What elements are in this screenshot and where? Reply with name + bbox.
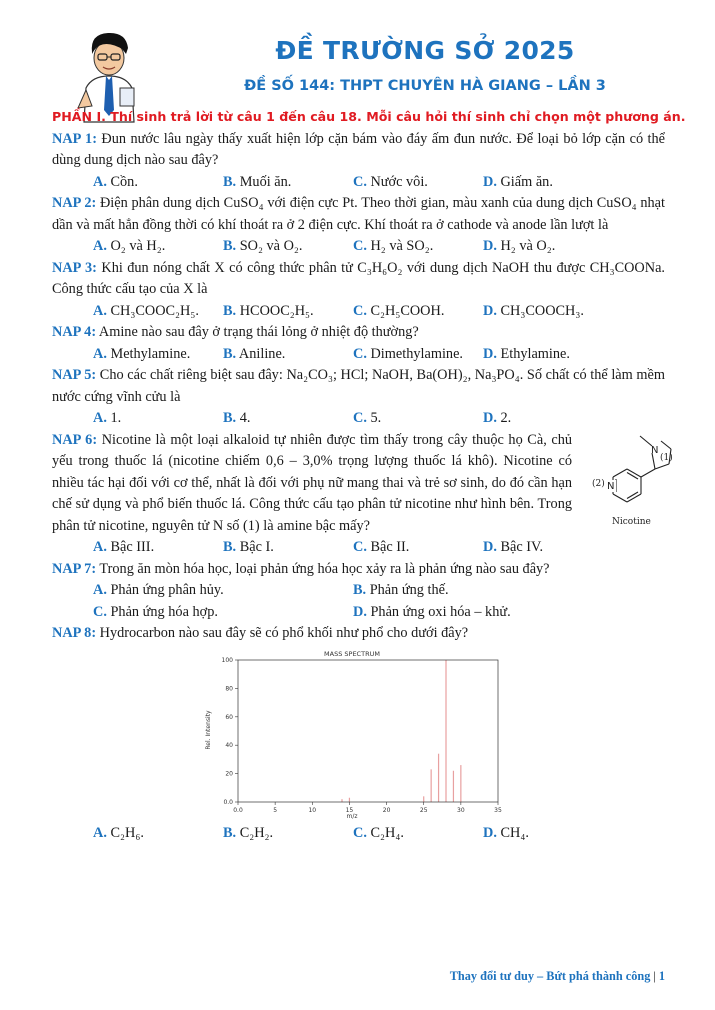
question-label: NAP 1:: [52, 130, 97, 147]
plot-frame: [238, 660, 498, 802]
question-6: [52, 430, 673, 559]
exam-content: [52, 106, 686, 844]
option-c[interactable]: C. C₂H₄.: [353, 824, 404, 841]
question-label: NAP 2:: [52, 195, 97, 211]
question-text: Khi đun nóng chất X có công thức phân tử C₃H₆O₂ với dung dịch NaOH thu được CH₃COONa. Công thức cấu tạo của X là: [52, 259, 666, 297]
option-a[interactable]: A. CH₃COOC₂H₅.: [93, 302, 199, 319]
question-label: NAP 8:: [52, 625, 97, 641]
x-axis-label: m/z: [346, 812, 358, 820]
nicotine-structure: [580, 422, 680, 532]
option-a[interactable]: A. O₂ và H₂.: [93, 238, 166, 254]
option-a[interactable]: A. 1.: [93, 410, 122, 426]
option-b[interactable]: B. Bậc I.: [223, 539, 274, 555]
page-footer: [440, 969, 665, 984]
y-axis-label: Rel. Intensity: [205, 709, 212, 750]
question-2: [52, 193, 665, 258]
chart-title: MASS SPECTRUM: [324, 649, 380, 658]
option-d[interactable]: D. Ethylamine.: [483, 345, 570, 362]
x-tick-label: 20: [382, 806, 391, 814]
option-d[interactable]: D. Giấm ăn.: [483, 173, 553, 190]
option-a[interactable]: A. Bậc III.: [93, 539, 155, 555]
x-tick-label: 0.0: [233, 806, 243, 814]
x-tick-label: 30: [457, 806, 465, 814]
x-tick-label: 25: [419, 806, 428, 814]
y-tick-label: 20: [225, 770, 233, 778]
question-text: Hydrocarbon nào sau đây sẽ có phổ khối như phổ cho dưới đây?: [99, 625, 469, 641]
footer-slogan: Thay đổi tư duy – Bứt phá thành công: [449, 969, 651, 983]
option-d[interactable]: D. H₂ và O₂.: [483, 238, 556, 254]
question-text: Điện phân dung dịch CuSO₄ với điện cực Pt. Theo thời gian, màu xanh của dung dịch CuSO₄ nhạt dần và mất hẳn đồng thời có khí thoát ra ở 2 điện cực. Khí thoát ra ở cathode và anode lần lượt là: [52, 195, 666, 233]
option-a[interactable]: A. Phản ứng phân hủy.: [93, 582, 224, 598]
option-c[interactable]: C. Dimethylamine.: [353, 345, 463, 362]
mass-spectrum-chart: [200, 648, 500, 820]
exam-title: ĐỀ TRƯỜNG SỞ 2025: [275, 36, 575, 65]
option-a[interactable]: A. C₂H₆.: [93, 824, 144, 841]
nitrogen-1-number: (1): [660, 452, 673, 463]
question-text: Trong ăn mòn hóa học, loại phản ứng hóa học xảy ra là phản ứng nào sau đây?: [99, 560, 550, 577]
option-d[interactable]: D. CH₄.: [483, 824, 529, 841]
page-header: [0, 0, 715, 100]
question-text: Amine nào sau đây ở trạng thái lỏng ở nhiệt độ thường?: [98, 324, 419, 340]
question-label: NAP 4:: [52, 324, 97, 340]
option-a[interactable]: A. Methylamine.: [93, 345, 191, 362]
question-3: [52, 258, 665, 323]
exam-subtitle: ĐỀ SỐ 144: THPT CHUYÊN HÀ GIANG – LẦN 3: [244, 78, 606, 94]
x-tick-label: 35: [494, 806, 502, 814]
option-b[interactable]: B. Muối ăn.: [223, 173, 292, 190]
x-tick-label: 5: [273, 806, 278, 814]
option-b[interactable]: B. 4.: [223, 410, 251, 426]
nitrogen-1-label: N: [651, 444, 659, 456]
question-1: [52, 129, 665, 194]
option-b[interactable]: B. Phản ứng thế.: [353, 582, 449, 598]
option-c[interactable]: C. C₂H₅COOH.: [353, 302, 445, 319]
question-5: [52, 365, 665, 430]
question-text: Cho các chất riêng biệt sau đây: Na₂CO₃; HCl; NaOH, Ba(OH)₂, Na₃PO₄. Số chất có thể làm mềm nước cứng vĩnh cửu là: [52, 367, 665, 405]
question-label: NAP 5:: [52, 367, 97, 383]
question-8: [52, 623, 665, 844]
option-c[interactable]: C. Nước vôi.: [353, 173, 428, 190]
question-label: NAP 7:: [52, 560, 97, 577]
section-heading: PHẦN I. Thí sinh trả lời từ câu 1 đến câu 18. Mỗi câu hỏi thí sinh chỉ chọn một phương án.: [52, 109, 686, 124]
x-tick-label: 15: [345, 806, 354, 814]
option-d[interactable]: D. Bậc IV.: [483, 539, 544, 555]
option-b[interactable]: B. SO₂ và O₂.: [223, 238, 303, 254]
y-tick-label: 0.0: [223, 798, 233, 806]
y-tick-label: 80: [225, 684, 233, 692]
question-label: NAP 6:: [52, 431, 98, 448]
question-label: NAP 3:: [52, 259, 97, 276]
footer-separator: |: [653, 969, 656, 983]
question-7: [52, 559, 665, 624]
option-a[interactable]: A. Cồn.: [93, 173, 138, 190]
option-c[interactable]: C. Bậc II.: [353, 539, 410, 555]
nitrogen-2-label: N: [607, 480, 615, 492]
option-b[interactable]: B. C₂H₂.: [223, 824, 274, 841]
option-b[interactable]: B. HCOOC₂H₅.: [223, 302, 314, 319]
page-number: 1: [658, 969, 665, 983]
option-b[interactable]: B. Aniline.: [223, 345, 286, 362]
option-c[interactable]: C. H₂ và SO₂.: [353, 238, 434, 254]
nitrogen-2-number: (2): [592, 478, 605, 489]
option-d[interactable]: D. CH₃COOCH₃.: [483, 302, 584, 319]
y-tick-label: 40: [225, 741, 233, 749]
option-d[interactable]: D. Phản ứng oxi hóa – khử.: [353, 603, 511, 620]
question-text: Đun nước lâu ngày thấy xuất hiện lớp cặn bám vào đáy ấm đun nước. Để loại bỏ lớp cặn có thể dùng dung dịch nào sau đây?: [52, 130, 666, 168]
x-tick-label: 10: [308, 806, 317, 814]
question-text: Nicotine là một loại alkaloid tự nhiên được tìm thấy trong cây thuộc họ Cà, chủ yếu trong thuốc lá (nicotine chiếm 0,6 – 3,0% trọng lượng thuốc lá khô). Nicotine có nhiều tác hại đối với cơ thể, nhất là đối với phụ nữ mang thai và trẻ sơ sinh, do đó cần hạn chế sử dụng và phổ biến thuốc lá. Công thức cấu tạo phân tử nicotine như hình bên. Trong phân tử nicotine, nguyên tử N số (1) là amine bậc mấy?: [52, 431, 573, 534]
y-tick-label: 100: [221, 656, 233, 664]
nicotine-caption: Nicotine: [612, 516, 651, 527]
question-4: [52, 322, 665, 365]
option-c[interactable]: C. 5.: [353, 410, 382, 426]
y-tick-label: 60: [225, 713, 233, 721]
option-d[interactable]: D. 2.: [483, 410, 512, 426]
option-c[interactable]: C. Phản ứng hóa hợp.: [93, 603, 218, 620]
